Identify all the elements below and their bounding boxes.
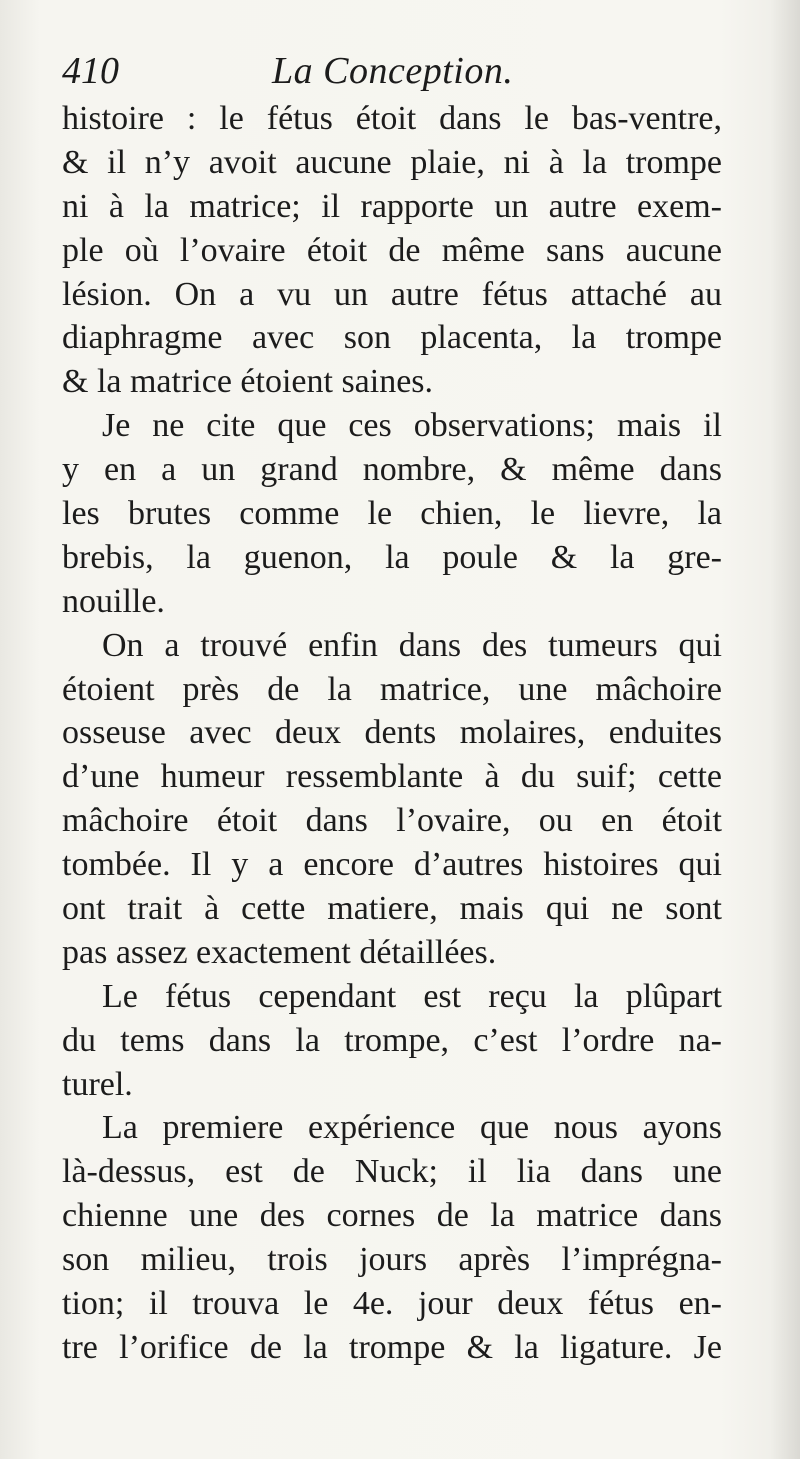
text-line: turel. <box>62 1065 133 1103</box>
page-header <box>62 46 722 96</box>
running-title: La Conception. <box>272 50 514 92</box>
text-line: mâchoire étoit dans l’ovaire, ou en étoit <box>62 802 722 840</box>
text-line: Le fétus cependant est reçu la plûpart <box>102 977 722 1015</box>
text-line: diaphragme avec son placenta, la trompe <box>62 319 722 357</box>
text-line: brebis, la guenon, la poule & la gre- <box>62 538 722 576</box>
text-line: les brutes comme le chien, le lievre, la <box>62 495 722 533</box>
text-line: lésion. On a vu un autre fétus attaché au <box>62 275 722 313</box>
text-line: Je ne cite que ces observations; mais il <box>102 407 722 445</box>
text-line: tombée. Il y a encore d’autres histoires qui <box>62 846 722 884</box>
text-line: étoient près de la matrice, une mâchoire <box>62 670 722 708</box>
text-line: là-dessus, est de Nuck; il lia dans une <box>62 1153 722 1191</box>
text-line: osseuse avec deux dents molaires, enduites <box>62 714 722 752</box>
body-text <box>62 97 722 1370</box>
text-line: du tems dans la trompe, c’est l’ordre na- <box>62 1021 722 1059</box>
text-line: histoire : le fétus étoit dans le bas-ventre, <box>62 100 722 137</box>
text-line: ple où l’ovaire étoit de même sans aucune <box>62 231 722 269</box>
text-line: tion; il trouva le 4e. jour deux fétus en- <box>62 1285 722 1323</box>
text-line: On a trouvé enfin dans des tumeurs qui <box>102 626 722 664</box>
text-line: ont trait à cette matiere, mais qui ne sont <box>62 890 722 928</box>
page-edge-shadow <box>770 0 800 1459</box>
text-line: nouille. <box>62 582 165 620</box>
text-line: tre l’orifice de la trompe & la ligature. Je <box>62 1328 722 1366</box>
text-line: d’une humeur ressemblante à du suif; cette <box>62 758 722 796</box>
text-line: & il n’y avoit aucune plaie, ni à la trompe <box>62 143 722 181</box>
text-line: son milieu, trois jours après l’imprégna- <box>62 1241 722 1279</box>
text-line: La premiere expérience que nous ayons <box>102 1109 722 1147</box>
page-number: 410 <box>62 50 119 92</box>
text-line: & la matrice étoient saines. <box>62 363 434 401</box>
text-line: chienne une des cornes de la matrice dans <box>62 1197 722 1235</box>
text-line: ni à la matrice; il rapporte un autre exem- <box>62 187 722 225</box>
text-line: y en a un grand nombre, & même dans <box>62 451 722 489</box>
text-line: pas assez exactement détaillées. <box>62 933 497 971</box>
